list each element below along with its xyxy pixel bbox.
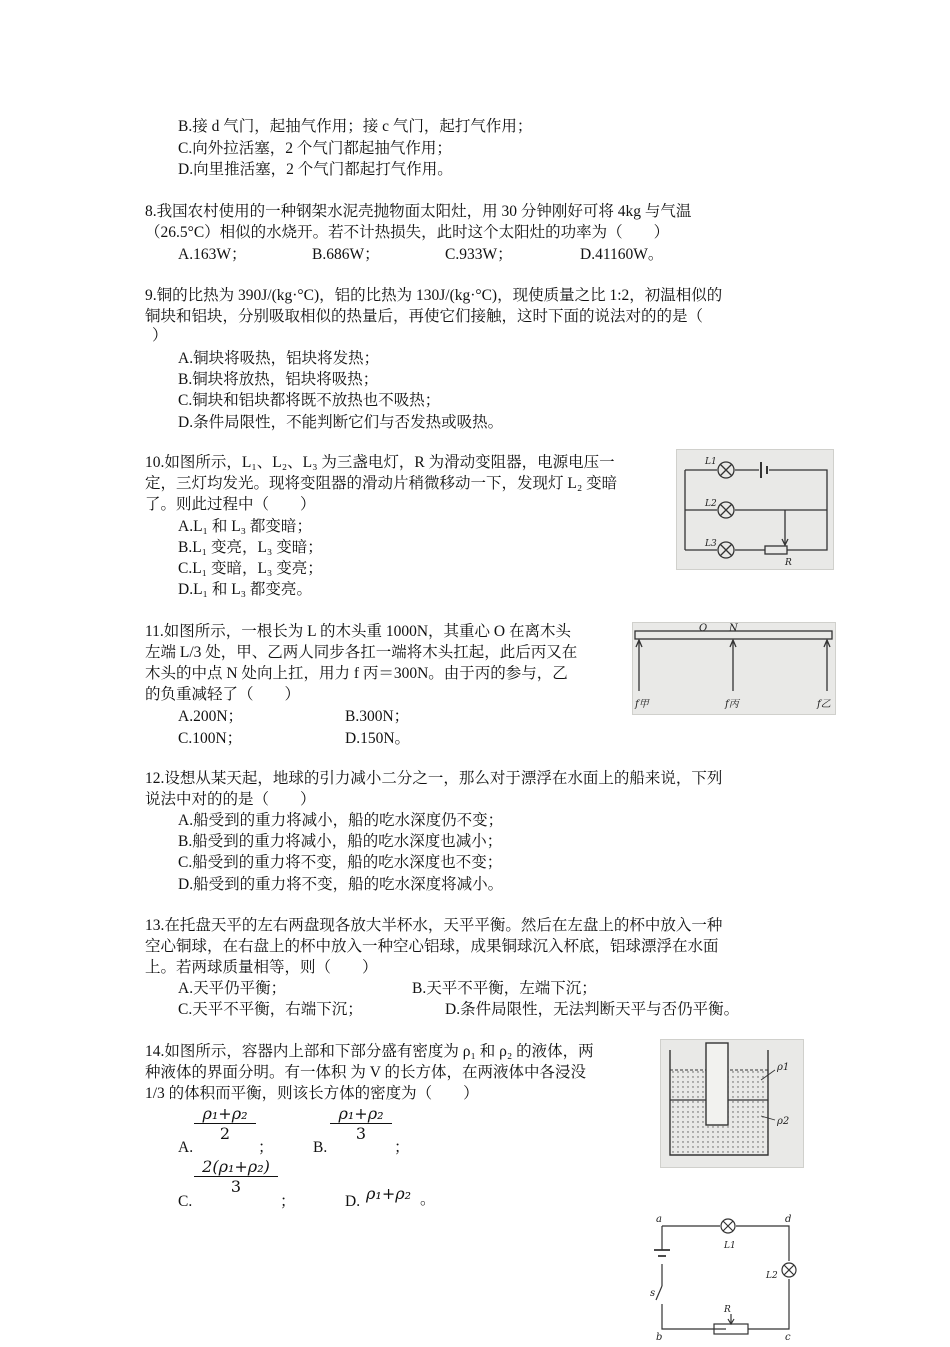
q15-circuit-svg [648,1214,802,1342]
q11-option-c: C.100N； [178,730,243,747]
q10-fig-label-r: R [785,558,792,568]
q10-stem-line1: 10.如图所示，L₁、L₂、L₃ 为三盏电灯，R 为滑动变阻器，电源电压一 [145,454,615,471]
q14-option-c-fraction [194,1157,278,1196]
q10-circuit-figure [676,449,834,570]
q14-option-b-denominator: 3 [355,1124,367,1143]
q11-fig-label-n: N [729,623,738,634]
q14-option-a-fraction [194,1104,256,1143]
q15-fig-label-b: b [656,1332,663,1342]
q7-option-d: D.向里推活塞，2 个气门都起打气作用。 [178,161,453,178]
q10-circuit-svg [677,450,833,569]
q15-circuit-figure [648,1214,802,1342]
q14-option-d-end: 。 [420,1191,436,1208]
q8-option-d: D.41160W。 [580,246,664,263]
q8-stem-line1: 8.我国农村使用的一种钢架水泥壳抛物面太阳灶，用 30 分钟刚好可将 4kg 与气温 [145,203,692,220]
q14-option-d-label: D. [345,1193,361,1210]
q14-fig-label-rho1: ρ1 [777,1062,790,1073]
q13-stem-line3: 上。若两球质量相等，则（ ） [145,959,378,976]
q10-stem-line3: 了。则此过程中（ ） [145,496,316,513]
q14-option-a-denominator: 2 [219,1124,231,1143]
q12-option-a: A.船受到的重力将减小，船的吃水深度仍不变； [178,812,504,829]
q7-option-c: C.向外拉活塞，2 个气门都起抽气作用； [178,140,452,157]
q14-option-b-fraction [330,1104,392,1143]
q11-fig-label-f-yi: f乙 [817,699,831,710]
q15-fig-label-a: a [656,1214,662,1225]
q8-option-b: B.686W； [312,246,380,263]
q10-stem-line2: 定，三灯均发光。现将变阻器的滑动片稍微移动一下，发现灯 L₂ 变暗 [145,475,618,492]
q11-stem-line2: 左端 L/3 处，甲、乙两人同步各扛一端将木头扛起，此后丙又在 [145,644,578,661]
q13-option-b: B.天平不平衡，左端下沉； [412,980,597,997]
q10-fig-label-l1: L1 [705,457,717,467]
q11-log-svg [633,623,835,714]
q11-stem-line4: 的负重减轻了（ ） [145,686,301,703]
q14-stem-line2: 种液体的界面分明。有一体积 为 V 的长方体，在两液体中各浸没 [145,1064,587,1081]
q15-fig-label-s: s [650,1288,656,1299]
q7-option-b: B.接 d 气门，起抽气作用；接 c 气门，起打气作用； [178,118,533,135]
q14-option-b-numerator: ρ₁+ρ₂ [330,1104,392,1124]
q14-fig-label-rho2: ρ2 [777,1116,790,1127]
q14-option-a-sep: ； [258,1139,274,1156]
q15-fig-label-l2: L2 [766,1271,778,1281]
q14-option-d-expression: ρ₁+ρ₂ [366,1184,412,1203]
q10-fig-label-l3: L3 [705,539,717,549]
q9-stem-line1: 9.铜的比热为 390J/(kg·°C)，铝的比热为 130J/(kg·°C)，现使质量之比 1:2，初温相似的 [145,287,723,304]
q15-fig-label-d: d [785,1214,792,1225]
q13-option-a: A.天平仍平衡； [178,980,287,997]
q9-stem-line2: 铜块和铝块，分别吸取相似的热量后，再使它们接触，这时下面的说法对的的是（ [145,308,704,325]
q12-option-b: B.船受到的重力将减小，船的吃水深度也减小； [178,833,503,850]
q14-option-c-label: C. [178,1193,193,1210]
q14-container-svg [661,1040,803,1167]
q9-option-d: D.条件局限性，不能判断它们与否发热或吸热。 [178,414,504,431]
q9-stem-line3: ） [152,327,168,344]
q14-option-a-numerator: ρ₁+ρ₂ [194,1104,256,1124]
q11-stem-line3: 木头的中点 N 处向上扛，用力 f 丙＝300N。由于丙的参与，乙 [145,665,568,682]
q10-option-a: A.L₁ 和 L₃ 都变暗； [178,518,312,535]
q9-option-c: C.铜块和铝块都将既不放热也不吸热； [178,392,441,409]
q14-option-b-label: B. [313,1139,328,1156]
q15-fig-label-l1: L1 [724,1241,736,1251]
q12-stem-line2: 说法中对的的是（ ） [145,791,316,808]
q11-option-d: D.150N。 [345,730,411,747]
q14-stem-line1: 14.如图所示，容器内上部和下部分盛有密度为 ρ₁ 和 ρ₂ 的液体，两 [145,1043,594,1060]
q13-option-c: C.天平不平衡，右端下沉； [178,1001,363,1018]
q14-option-b-sep: ； [394,1139,410,1156]
q9-option-b: B.铜块将放热，铝块将吸热； [178,371,379,388]
q14-option-a-label: A. [178,1139,194,1156]
q13-option-d: D.条件局限性，无法判断天平与否仍平衡。 [445,1001,740,1018]
q15-fig-label-r: R [724,1305,731,1315]
q11-fig-label-o: O [699,623,708,634]
q8-option-c: C.933W； [445,246,513,263]
q13-stem-line1: 13.在托盘天平的左右两盘现各放大半杯水，天平平衡。然后在左盘上的杯中放入一种 [145,917,723,934]
q10-option-b: B.L₁ 变亮，L₃ 变暗； [178,539,323,556]
q11-log-figure [632,622,836,715]
q10-option-c: C.L₁ 变暗，L₃ 变亮； [178,560,323,577]
q10-fig-label-l2: L2 [705,499,717,509]
q11-option-a: A.200N； [178,708,244,725]
q11-stem-line1: 11.如图所示，一根长为 L 的木头重 1000N，其重心 O 在离木头 [145,623,571,640]
q11-fig-label-f-bing: f丙 [725,699,739,710]
q11-option-b: B.300N； [345,708,410,725]
q12-option-c: C.船受到的重力将不变，船的吃水深度也不变； [178,854,503,871]
q15-fig-label-c: c [785,1332,791,1342]
q14-stem-line3: 1/3 的体积而平衡，则该长方体的密度为（ ） [145,1085,479,1102]
q14-option-c-numerator: 2(ρ₁+ρ₂) [194,1157,278,1177]
q12-stem-line1: 12.设想从某天起，地球的引力减小二分之一，那么对于漂浮在水面上的船来说，下列 [145,770,723,787]
q13-stem-line2: 空心铜球，在右盘上的杯中放入一种空心铝球，成果铜球沉入杯底，铝球漂浮在水面 [145,938,719,955]
q8-option-a: A.163W； [178,246,247,263]
q11-fig-label-f-jia: f甲 [635,699,649,710]
q14-option-c-sep: ； [280,1193,296,1210]
q14-option-c-denominator: 3 [230,1177,242,1196]
q14-container-figure [660,1039,804,1168]
q9-option-a: A.铜块将吸热，铝块将发热； [178,350,380,367]
q12-option-d: D.船受到的重力将不变，船的吃水深度将减小。 [178,876,504,893]
q8-stem-line2: （26.5°C）相似的水烧开。若不计热损失，此时这个太阳灶的功率为（ ） [145,224,670,241]
q10-option-d: D.L₁ 和 L₃ 都变亮。 [178,581,312,598]
